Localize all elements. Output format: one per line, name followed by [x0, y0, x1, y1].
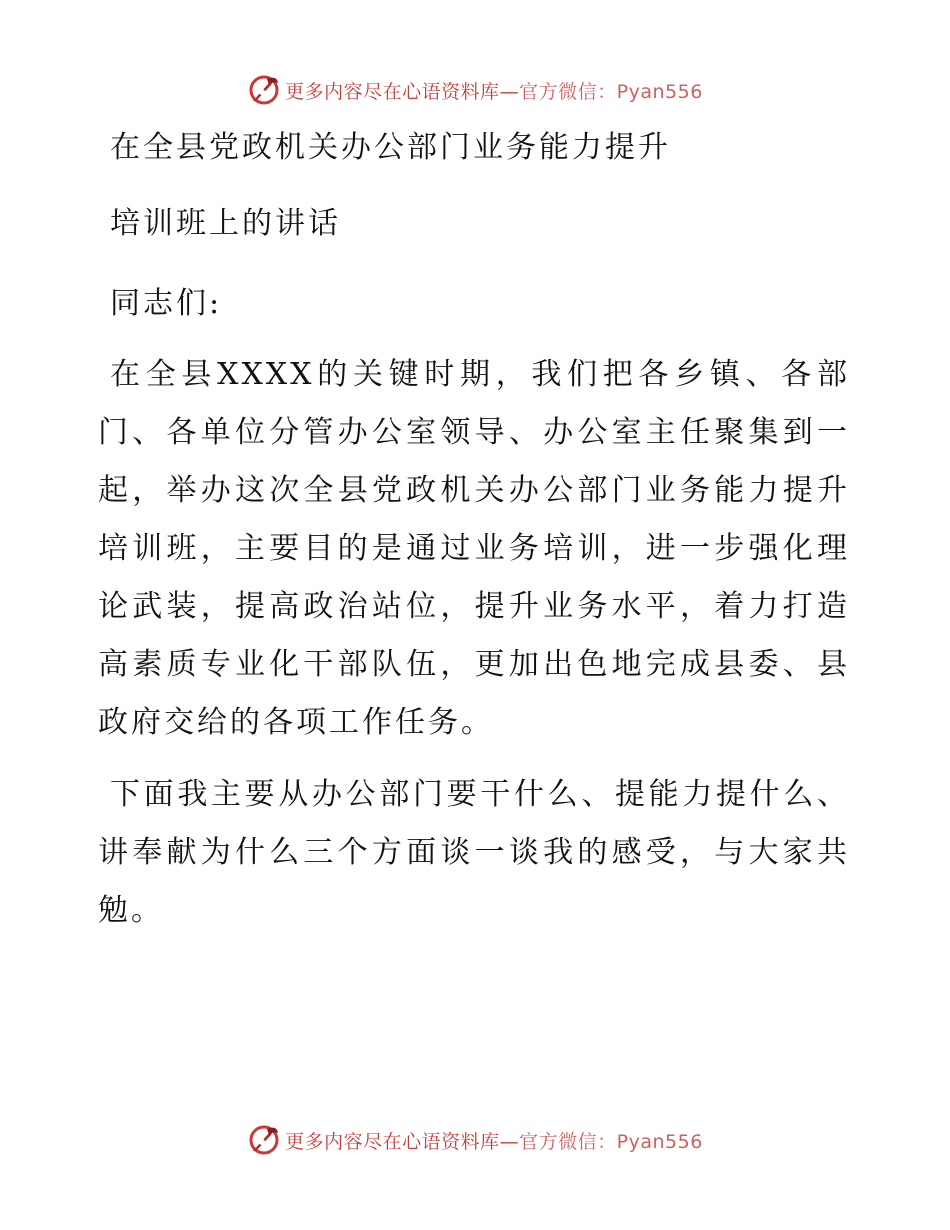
- document-title-line-1: 在全县党政机关办公部门业务能力提升: [110, 130, 671, 165]
- watermark-site-text: 更多内容尽在心语资料库—: [285, 1130, 520, 1153]
- header-watermark: [0, 70, 950, 110]
- quill-pen-logo-icon: [247, 1123, 281, 1157]
- document-body: [98, 120, 850, 940]
- quill-pen-logo-icon: [247, 73, 281, 107]
- watermark-content: [247, 1123, 703, 1157]
- watermark-text: [285, 77, 703, 104]
- watermark-content: [247, 73, 703, 107]
- paragraph-2: 下面我主要从办公部门要干什么、提能力提什么、讲奉献为什么三个方面谈一谈我的感受，与大家共勉。: [98, 777, 850, 928]
- watermark-site-text: 更多内容尽在心语资料库—: [285, 80, 520, 103]
- footer-watermark: [0, 1120, 950, 1160]
- paragraph-1: 在全县XXXX的关键时期，我们把各乡镇、各部门、各单位分管办公室领导、办公室主任聚集到一起，举办这次全县党政机关办公部门业务能力提升培训班，主要目的是通过业务培训，进一步强化理论武装，提高政治站位，提升业务水平，着力打造高素质专业化干部队伍，更加出色地完成县委、县政府交给的各项工作任务。: [98, 357, 850, 740]
- document-title-line-2: 培训班上的讲话: [110, 206, 341, 241]
- salutation: 同志们:: [110, 286, 223, 321]
- watermark-text: [285, 1127, 703, 1154]
- watermark-wechat-text: 官方微信：Pyan556: [519, 80, 703, 103]
- watermark-wechat-text: 官方微信：Pyan556: [519, 1130, 703, 1153]
